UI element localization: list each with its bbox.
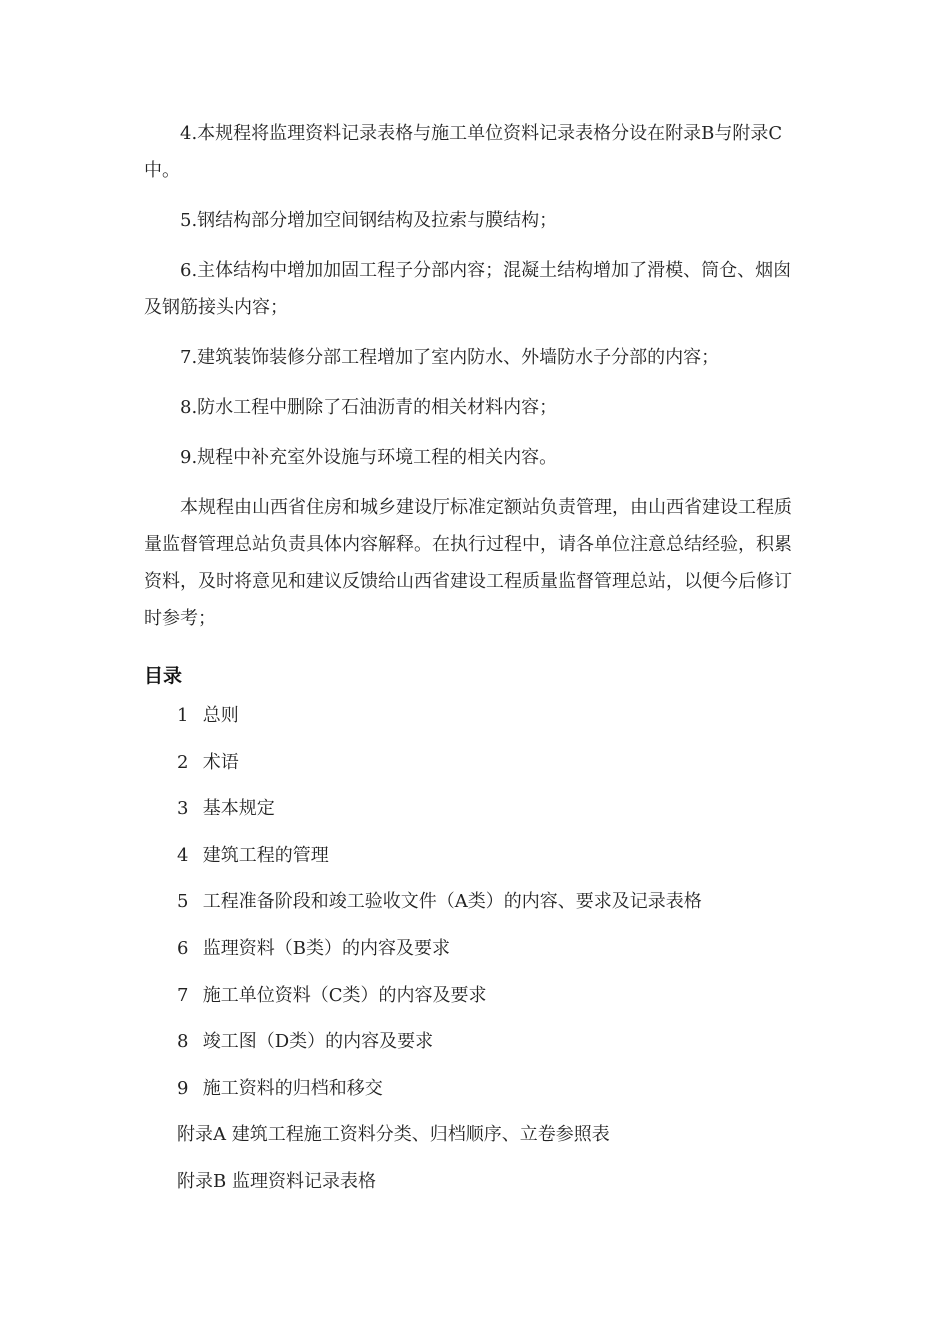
item-5-paragraph: 5.钢结构部分增加空间钢结构及拉索与膜结构； — [180, 210, 558, 231]
toc-entry[interactable] — [177, 1026, 797, 1073]
toc-entry-number: 8 — [177, 1031, 189, 1053]
toc-entry[interactable] — [177, 1166, 797, 1213]
toc-entry-title: 术语 — [202, 751, 239, 773]
toc-entry[interactable] — [177, 700, 797, 747]
toc-entry-number: 附录B — [177, 1170, 227, 1192]
toc-entry[interactable] — [177, 793, 797, 840]
toc-entry[interactable] — [177, 1073, 797, 1120]
item-9-paragraph: 9.规程中补充室外设施与环境工程的相关内容。 — [180, 447, 558, 468]
toc-entry-number: 2 — [177, 751, 189, 773]
table-of-contents — [177, 700, 797, 1213]
toc-entry-number: 9 — [177, 1077, 189, 1099]
toc-entry[interactable] — [177, 1119, 797, 1166]
toc-entry-title: 施工单位资料（C类）的内容及要求 — [202, 984, 487, 1006]
toc-entry[interactable] — [177, 886, 797, 933]
item-4-paragraph: 4.本规程将监理资料记录表格与施工单位资料记录表格分设在附录B与附录C中。 — [144, 123, 783, 181]
toc-entry-title: 竣工图（D类）的内容及要求 — [202, 1031, 434, 1053]
closing-paragraph: 本规程由山西省住房和城乡建设厅标准定额站负责管理，由山西省建设工程质量监督管理总站负责具体内容解释。在执行过程中，请各单位注意总结经验，积累资料，及时将意见和建议反馈给山西省建设工程质量监督管理总站，以便今后修订时参考； — [144, 497, 792, 629]
toc-entry-number: 附录A — [177, 1124, 226, 1146]
toc-entry-title: 基本规定 — [202, 798, 275, 820]
item-8-paragraph: 8.防水工程中删除了石油沥青的相关材料内容； — [180, 397, 558, 418]
toc-entry-number: 6 — [177, 937, 189, 959]
toc-entry-number: 5 — [177, 891, 189, 913]
toc-entry-title: 总则 — [202, 705, 239, 726]
toc-heading: 目录 — [144, 665, 183, 687]
toc-entry-number: 1 — [177, 705, 189, 726]
toc-entry-number: 7 — [177, 984, 189, 1006]
toc-entry-title: 监理资料记录表格 — [231, 1170, 376, 1192]
toc-entry-title: 建筑工程施工资料分类、归档顺序、立卷参照表 — [231, 1124, 610, 1146]
toc-entry[interactable] — [177, 840, 797, 887]
toc-entry[interactable] — [177, 747, 797, 794]
toc-entry-number: 4 — [177, 844, 189, 866]
toc-entry[interactable] — [177, 980, 797, 1027]
toc-entry-title: 工程准备阶段和竣工验收文件（A类）的内容、要求及记录表格 — [202, 891, 702, 913]
item-6-paragraph: 6.主体结构中增加加固工程子分部内容；混凝土结构增加了滑模、筒仓、烟囱及钢筋接头内容； — [144, 260, 792, 318]
item-7-paragraph: 7.建筑装饰装修分部工程增加了室内防水、外墙防水子分部的内容； — [180, 347, 720, 368]
toc-entry-title: 监理资料（B类）的内容及要求 — [202, 937, 450, 959]
toc-entry-title: 施工资料的归档和移交 — [202, 1077, 383, 1099]
toc-entry-title: 建筑工程的管理 — [202, 844, 329, 866]
toc-entry[interactable] — [177, 933, 797, 980]
toc-entry-number: 3 — [177, 798, 189, 820]
